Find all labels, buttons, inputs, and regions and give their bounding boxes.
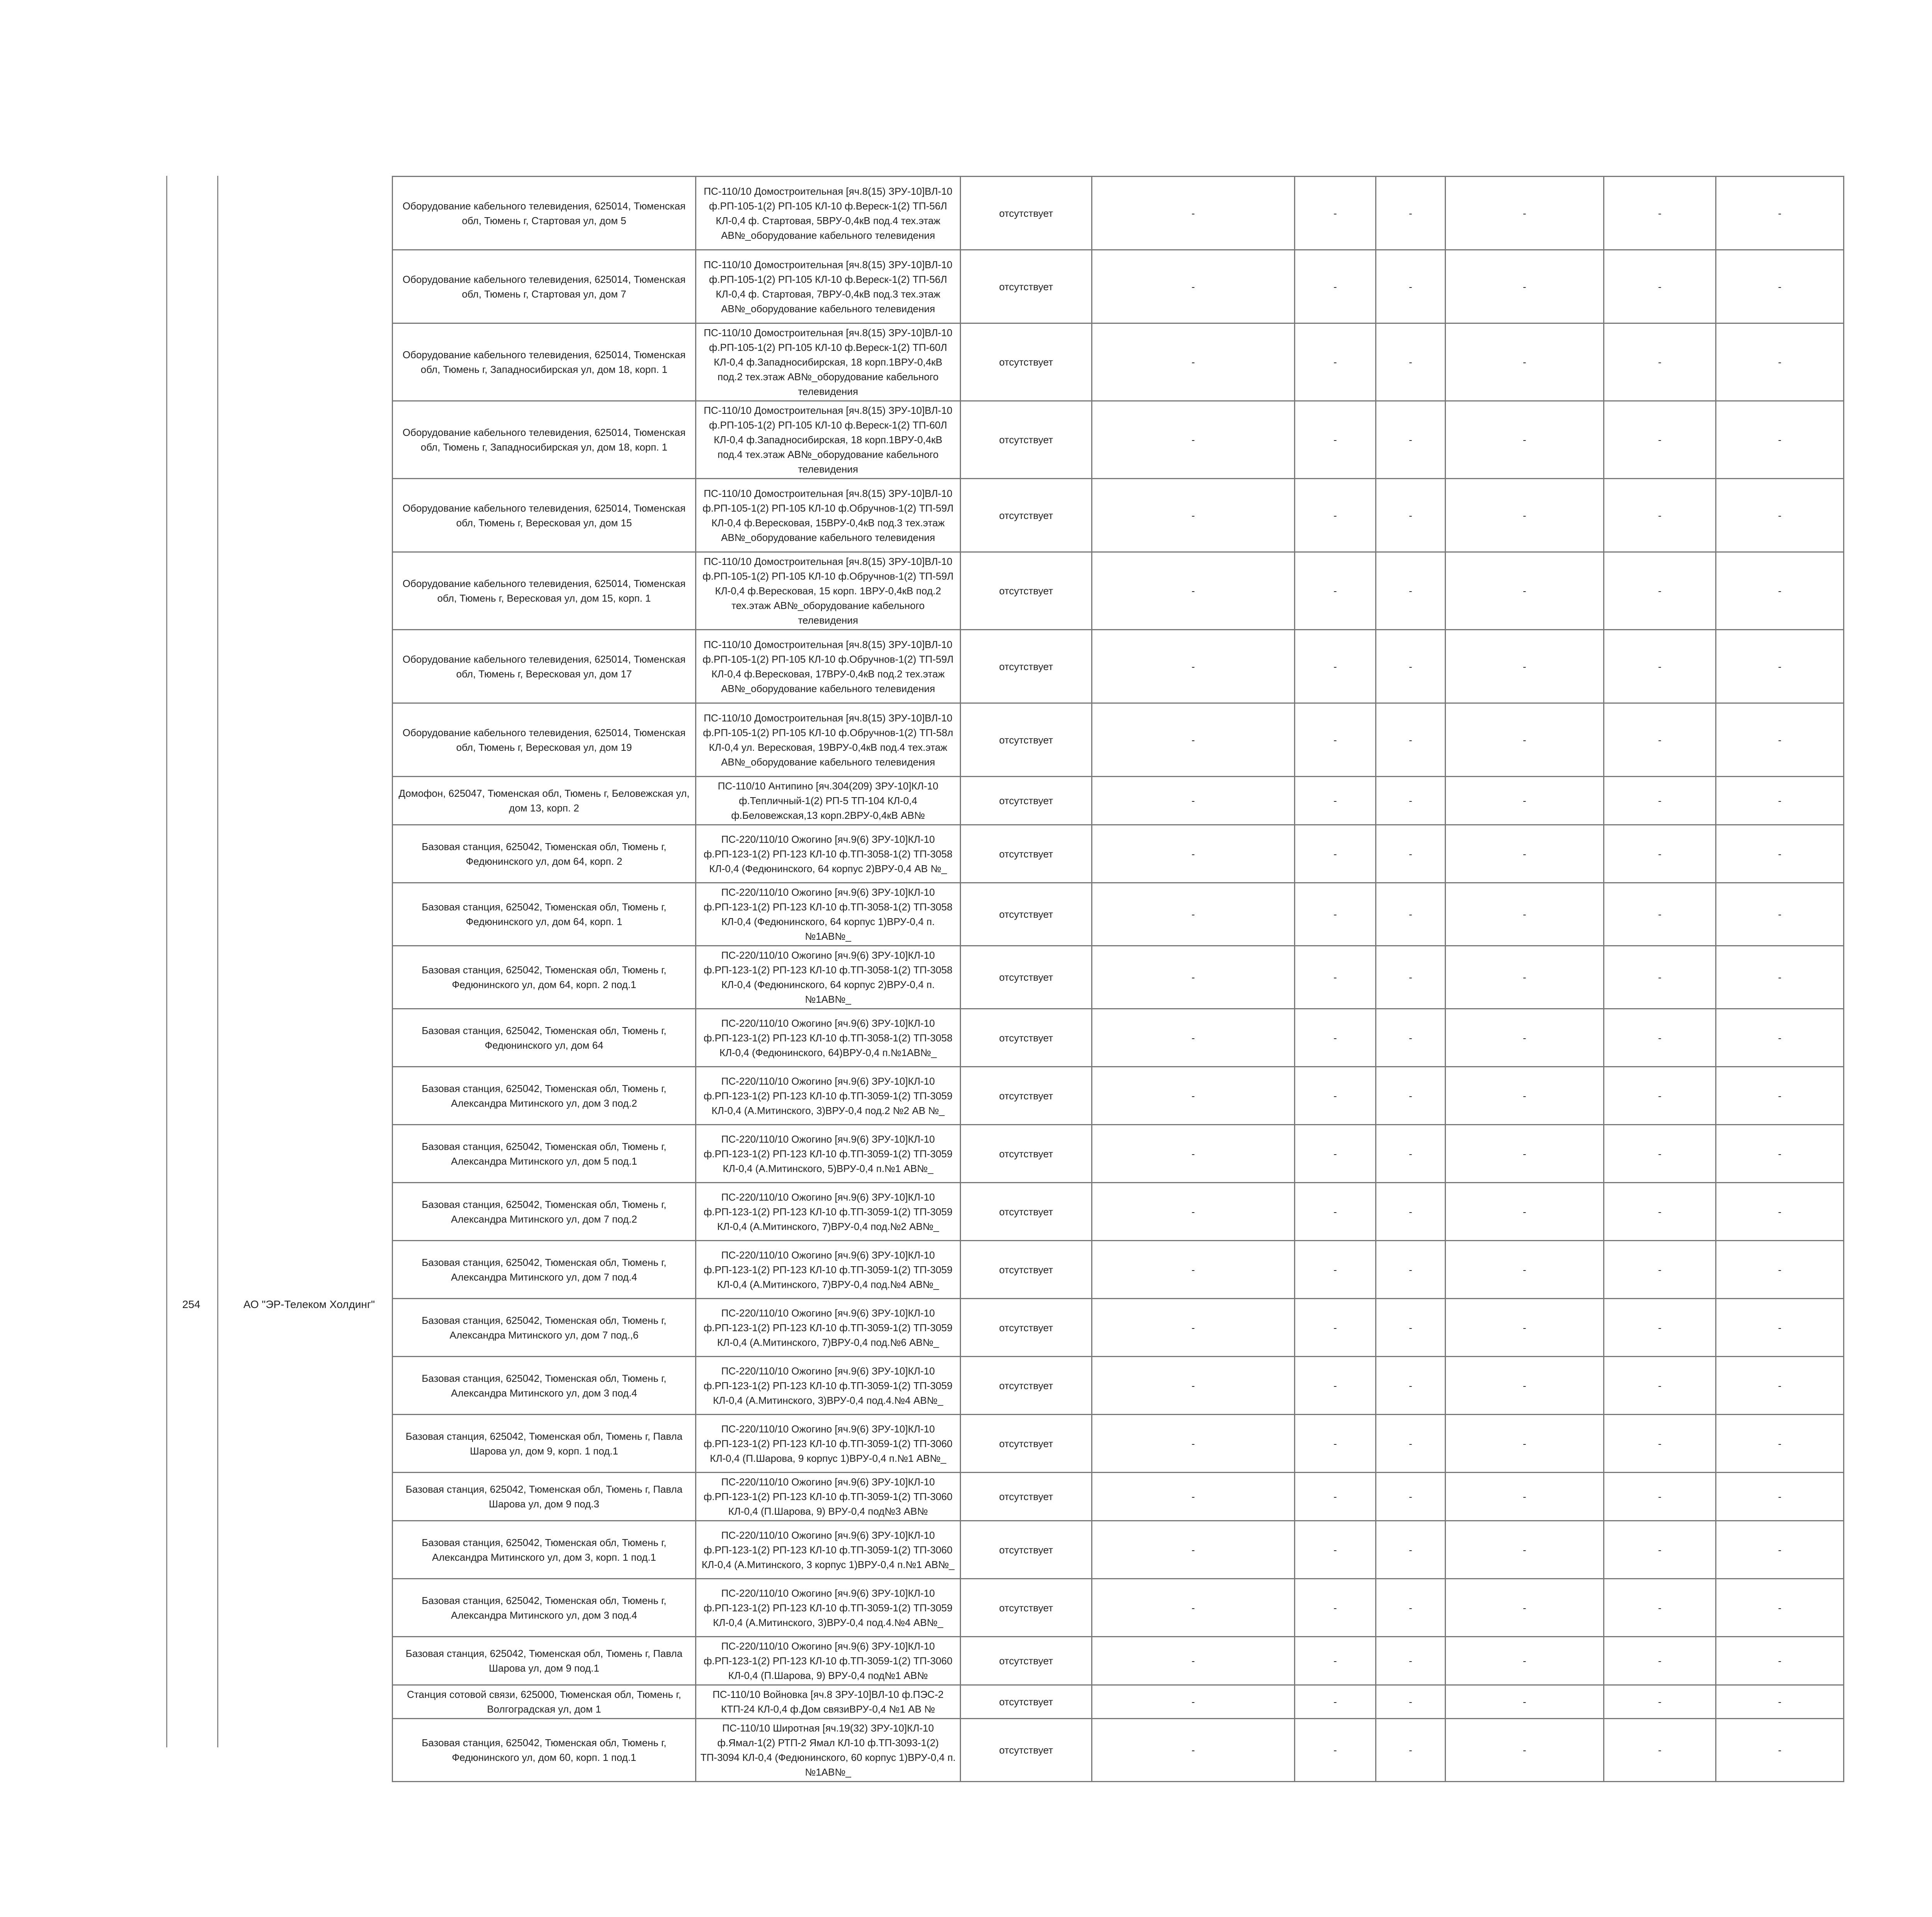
- table-row: [393, 1521, 1844, 1579]
- dash-cell: -: [1604, 1183, 1716, 1241]
- dash-cell: -: [1716, 1241, 1844, 1299]
- dash-cell: -: [1604, 177, 1716, 250]
- dash-cell: -: [1446, 630, 1604, 703]
- table-row: [393, 1241, 1844, 1299]
- supply-scheme-cell: ПС-220/110/10 Ожогино [яч.9(6) ЗРУ-10]КЛ-10 ф.РП-123-1(2) РП-123 КЛ-10 ф.ТП-3058-1(2) ТП-3058 КЛ-0,4 (Федюнинского, 64 корпус 2)ВРУ-0,4 АВ №_: [696, 825, 961, 883]
- dash-cell: -: [1295, 323, 1376, 401]
- dash-cell: -: [1604, 1521, 1716, 1579]
- status-cell: отсутствует: [961, 1357, 1092, 1415]
- dash-cell: -: [1092, 552, 1295, 630]
- dash-cell: -: [1446, 552, 1604, 630]
- table-row: [393, 883, 1844, 946]
- dash-cell: -: [1446, 479, 1604, 552]
- dash-cell: -: [1446, 1357, 1604, 1415]
- status-cell: отсутствует: [961, 1299, 1092, 1357]
- table-row: [393, 1125, 1844, 1183]
- supply-scheme-cell: ПС-110/10 Домостроительная [яч.8(15) ЗРУ-10]ВЛ-10 ф.РП-105-1(2) РП-105 КЛ-10 ф.Обручнов-1(2) ТП-59Л КЛ-0,4 ф.Вересковая, 15 корп. 1ВРУ-0,4кВ под.2 тех.этаж АВ№_оборудование кабельного телевидения: [696, 552, 961, 630]
- dash-cell: -: [1446, 777, 1604, 825]
- object-cell: Базовая станция, 625042, Тюменская обл, Тюмень г, Павла Шарова ул, дом 9 под.1: [393, 1637, 696, 1685]
- dash-cell: -: [1604, 401, 1716, 479]
- dash-cell: -: [1716, 703, 1844, 777]
- dash-cell: -: [1376, 1637, 1446, 1685]
- supply-scheme-cell: ПС-220/110/10 Ожогино [яч.9(6) ЗРУ-10]КЛ-10 ф.РП-123-1(2) РП-123 КЛ-10 ф.ТП-3059-1(2) ТП-3059 КЛ-0,4 (А.Митинского, 7)ВРУ-0,4 под.№4 АВ№_: [696, 1241, 961, 1299]
- object-cell: Базовая станция, 625042, Тюменская обл, Тюмень г, Александра Митинского ул, дом 7 под.,6: [393, 1299, 696, 1357]
- dash-cell: -: [1716, 1473, 1844, 1521]
- dash-cell: -: [1295, 1685, 1376, 1719]
- dash-cell: -: [1716, 883, 1844, 946]
- dash-cell: -: [1716, 1067, 1844, 1125]
- table-body: [393, 177, 1844, 1782]
- status-cell: отсутствует: [961, 479, 1092, 552]
- dash-cell: -: [1446, 1241, 1604, 1299]
- dash-cell: -: [1446, 1415, 1604, 1473]
- dash-cell: -: [1092, 1183, 1295, 1241]
- supply-scheme-cell: ПС-220/110/10 Ожогино [яч.9(6) ЗРУ-10]КЛ-10 ф.РП-123-1(2) РП-123 КЛ-10 ф.ТП-3059-1(2) ТП-3060 КЛ-0,4 (А.Митинского, 3 корпус 1)ВРУ-0,4 п.№1 АВ№_: [696, 1521, 961, 1579]
- status-cell: отсутствует: [961, 323, 1092, 401]
- status-cell: отсутствует: [961, 250, 1092, 323]
- dash-cell: -: [1092, 479, 1295, 552]
- table-row: [393, 703, 1844, 777]
- dash-cell: -: [1376, 250, 1446, 323]
- table-row: [393, 825, 1844, 883]
- dash-cell: -: [1604, 1357, 1716, 1415]
- dash-cell: -: [1376, 946, 1446, 1009]
- dash-cell: -: [1295, 1241, 1376, 1299]
- table-row: [393, 777, 1844, 825]
- dash-cell: -: [1092, 1719, 1295, 1782]
- dash-cell: -: [1295, 946, 1376, 1009]
- dash-cell: -: [1295, 401, 1376, 479]
- dash-cell: -: [1376, 1473, 1446, 1521]
- dash-cell: -: [1295, 1009, 1376, 1067]
- object-cell: Базовая станция, 625042, Тюменская обл, Тюмень г, Павла Шарова ул, дом 9 под.3: [393, 1473, 696, 1521]
- dash-cell: -: [1716, 1415, 1844, 1473]
- dash-cell: -: [1604, 1067, 1716, 1125]
- dash-cell: -: [1446, 1009, 1604, 1067]
- status-cell: отсутствует: [961, 401, 1092, 479]
- dash-cell: -: [1604, 250, 1716, 323]
- object-cell: Оборудование кабельного телевидения, 625014, Тюменская обл, Тюмень г, Вересковая ул, дом 15: [393, 479, 696, 552]
- dash-cell: -: [1092, 703, 1295, 777]
- dash-cell: -: [1716, 250, 1844, 323]
- supply-scheme-cell: ПС-220/110/10 Ожогино [яч.9(6) ЗРУ-10]КЛ-10 ф.РП-123-1(2) РП-123 КЛ-10 ф.ТП-3059-1(2) ТП-3059 КЛ-0,4 (А.Митинского, 3)ВРУ-0,4 под.2 №2 АВ №_: [696, 1067, 961, 1125]
- status-cell: отсутствует: [961, 1183, 1092, 1241]
- dash-cell: -: [1092, 883, 1295, 946]
- table-row: [393, 1183, 1844, 1241]
- object-cell: Оборудование кабельного телевидения, 625014, Тюменская обл, Тюмень г, Западносибирская ул, дом 18, корп. 1: [393, 323, 696, 401]
- object-cell: Станция сотовой связи, 625000, Тюменская обл, Тюмень г, Волгоградская ул, дом 1: [393, 1685, 696, 1719]
- dash-cell: -: [1295, 250, 1376, 323]
- table-row: [393, 630, 1844, 703]
- status-cell: отсутствует: [961, 1685, 1092, 1719]
- dash-cell: -: [1716, 401, 1844, 479]
- dash-cell: -: [1295, 1067, 1376, 1125]
- supply-scheme-cell: ПС-220/110/10 Ожогино [яч.9(6) ЗРУ-10]КЛ-10 ф.РП-123-1(2) РП-123 КЛ-10 ф.ТП-3059-1(2) ТП-3059 КЛ-0,4 (А.Митинского, 3)ВРУ-0,4 под.4.№4 АВ№_: [696, 1579, 961, 1637]
- object-cell: Базовая станция, 625042, Тюменская обл, Тюмень г, Федюнинского ул, дом 64, корп. 2: [393, 825, 696, 883]
- organization-name: АО "ЭР-Телеком Холдинг": [243, 1298, 375, 1310]
- table-row: [393, 1299, 1844, 1357]
- dash-cell: -: [1092, 177, 1295, 250]
- dash-cell: -: [1295, 1579, 1376, 1637]
- dash-cell: -: [1092, 401, 1295, 479]
- dash-cell: -: [1295, 177, 1376, 250]
- status-cell: отсутствует: [961, 630, 1092, 703]
- table-row: [393, 250, 1844, 323]
- object-cell: Оборудование кабельного телевидения, 625014, Тюменская обл, Тюмень г, Западносибирская ул, дом 18, корп. 1: [393, 401, 696, 479]
- dash-cell: -: [1376, 479, 1446, 552]
- dash-cell: -: [1295, 1299, 1376, 1357]
- dash-cell: -: [1446, 1579, 1604, 1637]
- object-cell: Базовая станция, 625042, Тюменская обл, Тюмень г, Павла Шарова ул, дом 9, корп. 1 под.1: [393, 1415, 696, 1473]
- dash-cell: -: [1376, 1685, 1446, 1719]
- dash-cell: -: [1376, 1067, 1446, 1125]
- object-cell: Оборудование кабельного телевидения, 625014, Тюменская обл, Тюмень г, Вересковая ул, дом 17: [393, 630, 696, 703]
- supply-scheme-cell: ПС-220/110/10 Ожогино [яч.9(6) ЗРУ-10]КЛ-10 ф.РП-123-1(2) РП-123 КЛ-10 ф.ТП-3059-1(2) ТП-3060 КЛ-0,4 (П.Шарова, 9) ВРУ-0,4 под№1 АВ№: [696, 1637, 961, 1685]
- status-cell: отсутствует: [961, 703, 1092, 777]
- supply-scheme-cell: ПС-110/10 Домостроительная [яч.8(15) ЗРУ-10]ВЛ-10 ф.РП-105-1(2) РП-105 КЛ-10 ф.Вереск-1(2) ТП-60Л КЛ-0,4 ф.Западносибирская, 18 корп.1ВРУ-0,4кВ под.2 тех.этаж АВ№_оборудование кабельного телевидения: [696, 323, 961, 401]
- table-row: [393, 177, 1844, 250]
- supply-scheme-cell: ПС-220/110/10 Ожогино [яч.9(6) ЗРУ-10]КЛ-10 ф.РП-123-1(2) РП-123 КЛ-10 ф.ТП-3059-1(2) ТП-3059 КЛ-0,4 (А.Митинского, 5)ВРУ-0,4 п.№1 АВ№_: [696, 1125, 961, 1183]
- dash-cell: -: [1295, 1637, 1376, 1685]
- dash-cell: -: [1295, 777, 1376, 825]
- object-cell: Базовая станция, 625042, Тюменская обл, Тюмень г, Федюнинского ул, дом 64, корп. 2 под.1: [393, 946, 696, 1009]
- dash-cell: -: [1295, 1357, 1376, 1415]
- dash-cell: -: [1446, 703, 1604, 777]
- status-cell: отсутствует: [961, 1473, 1092, 1521]
- object-cell: Базовая станция, 625042, Тюменская обл, Тюмень г, Федюнинского ул, дом 60, корп. 1 под.1: [393, 1719, 696, 1782]
- dash-cell: -: [1092, 1415, 1295, 1473]
- dash-cell: -: [1716, 1357, 1844, 1415]
- table-row: [393, 1009, 1844, 1067]
- dash-cell: -: [1604, 479, 1716, 552]
- table-row: [393, 401, 1844, 479]
- dash-cell: -: [1295, 703, 1376, 777]
- dash-cell: -: [1295, 1473, 1376, 1521]
- table-row: [393, 323, 1844, 401]
- dash-cell: -: [1295, 1183, 1376, 1241]
- dash-cell: -: [1716, 177, 1844, 250]
- dash-cell: -: [1446, 1521, 1604, 1579]
- status-cell: отсутствует: [961, 1125, 1092, 1183]
- table-row: [393, 1473, 1844, 1521]
- table-row: [393, 479, 1844, 552]
- data-table: [392, 176, 1844, 1782]
- status-cell: отсутствует: [961, 883, 1092, 946]
- dash-cell: -: [1716, 479, 1844, 552]
- dash-cell: -: [1295, 552, 1376, 630]
- dash-cell: -: [1376, 1183, 1446, 1241]
- dash-cell: -: [1092, 777, 1295, 825]
- status-cell: отсутствует: [961, 825, 1092, 883]
- object-cell: Оборудование кабельного телевидения, 625014, Тюменская обл, Тюмень г, Стартовая ул, дом 7: [393, 250, 696, 323]
- status-cell: отсутствует: [961, 1719, 1092, 1782]
- dash-cell: -: [1295, 1719, 1376, 1782]
- dash-cell: -: [1446, 1125, 1604, 1183]
- dash-cell: -: [1092, 1521, 1295, 1579]
- object-cell: Базовая станция, 625042, Тюменская обл, Тюмень г, Александра Митинского ул, дом 3 под.4: [393, 1579, 696, 1637]
- object-cell: Базовая станция, 625042, Тюменская обл, Тюмень г, Александра Митинского ул, дом 3 под.2: [393, 1067, 696, 1125]
- status-cell: отсутствует: [961, 1067, 1092, 1125]
- dash-cell: -: [1604, 883, 1716, 946]
- dash-cell: -: [1716, 630, 1844, 703]
- table-row: [393, 1357, 1844, 1415]
- dash-cell: -: [1376, 1125, 1446, 1183]
- status-cell: отсутствует: [961, 1579, 1092, 1637]
- dash-cell: -: [1716, 552, 1844, 630]
- supply-scheme-cell: ПС-110/10 Домостроительная [яч.8(15) ЗРУ-10]ВЛ-10 ф.РП-105-1(2) РП-105 КЛ-10 ф.Обручнов-1(2) ТП-59Л КЛ-0,4 ф.Вересковая, 15ВРУ-0,4кВ под.3 тех.этаж АВ№_оборудование кабельного телевидения: [696, 479, 961, 552]
- dash-cell: -: [1446, 401, 1604, 479]
- dash-cell: -: [1376, 883, 1446, 946]
- dash-cell: -: [1376, 1521, 1446, 1579]
- supply-scheme-cell: ПС-220/110/10 Ожогино [яч.9(6) ЗРУ-10]КЛ-10 ф.РП-123-1(2) РП-123 КЛ-10 ф.ТП-3059-1(2) ТП-3059 КЛ-0,4 (А.Митинского, 7)ВРУ-0,4 под.№6 АВ№_: [696, 1299, 961, 1357]
- dash-cell: -: [1092, 1299, 1295, 1357]
- dash-cell: -: [1604, 1415, 1716, 1473]
- dash-cell: -: [1295, 825, 1376, 883]
- dash-cell: -: [1716, 1719, 1844, 1782]
- table-row: [393, 1637, 1844, 1685]
- status-cell: отсутствует: [961, 177, 1092, 250]
- dash-cell: -: [1092, 250, 1295, 323]
- object-cell: Базовая станция, 625042, Тюменская обл, Тюмень г, Федюнинского ул, дом 64: [393, 1009, 696, 1067]
- dash-cell: -: [1376, 401, 1446, 479]
- dash-cell: -: [1295, 479, 1376, 552]
- dash-cell: -: [1716, 825, 1844, 883]
- dash-cell: -: [1604, 1685, 1716, 1719]
- dash-cell: -: [1446, 177, 1604, 250]
- dash-cell: -: [1446, 1719, 1604, 1782]
- dash-cell: -: [1604, 1125, 1716, 1183]
- supply-scheme-cell: ПС-110/10 Домостроительная [яч.8(15) ЗРУ-10]ВЛ-10 ф.РП-105-1(2) РП-105 КЛ-10 ф.Вереск-1(2) ТП-56Л КЛ-0,4 ф. Стартовая, 7ВРУ-0,4кВ под.3 тех.этаж АВ№_оборудование кабельного телевидения: [696, 250, 961, 323]
- dash-cell: -: [1446, 946, 1604, 1009]
- dash-cell: -: [1376, 630, 1446, 703]
- supply-scheme-cell: ПС-110/10 Домостроительная [яч.8(15) ЗРУ-10]ВЛ-10 ф.РП-105-1(2) РП-105 КЛ-10 ф.Обручнов-1(2) ТП-59Л КЛ-0,4 ф.Вересковая, 17ВРУ-0,4кВ под.2 тех.этаж АВ№_оборудование кабельного телевидения: [696, 630, 961, 703]
- dash-cell: -: [1716, 1521, 1844, 1579]
- dash-cell: -: [1092, 1579, 1295, 1637]
- dash-cell: -: [1376, 323, 1446, 401]
- dash-cell: -: [1446, 250, 1604, 323]
- supply-scheme-cell: ПС-220/110/10 Ожогино [яч.9(6) ЗРУ-10]КЛ-10 ф.РП-123-1(2) РП-123 КЛ-10 ф.ТП-3058-1(2) ТП-3058 КЛ-0,4 (Федюнинского, 64 корпус 2)ВРУ-0,4 п.№1АВ№_: [696, 946, 961, 1009]
- dash-cell: -: [1446, 323, 1604, 401]
- dash-cell: -: [1376, 825, 1446, 883]
- table-row: [393, 1415, 1844, 1473]
- dash-cell: -: [1092, 1241, 1295, 1299]
- dash-cell: -: [1446, 1685, 1604, 1719]
- dash-cell: -: [1092, 1009, 1295, 1067]
- status-cell: отсутствует: [961, 946, 1092, 1009]
- dash-cell: -: [1604, 825, 1716, 883]
- dash-cell: -: [1446, 1299, 1604, 1357]
- object-cell: Базовая станция, 625042, Тюменская обл, Тюмень г, Александра Митинского ул, дом 3 под.4: [393, 1357, 696, 1415]
- dash-cell: -: [1376, 1009, 1446, 1067]
- dash-cell: -: [1446, 825, 1604, 883]
- object-cell: Домофон, 625047, Тюменская обл, Тюмень г, Беловежская ул, дом 13, корп. 2: [393, 777, 696, 825]
- dash-cell: -: [1376, 1579, 1446, 1637]
- object-cell: Оборудование кабельного телевидения, 625014, Тюменская обл, Тюмень г, Стартовая ул, дом 5: [393, 177, 696, 250]
- dash-cell: -: [1716, 946, 1844, 1009]
- object-cell: Базовая станция, 625042, Тюменская обл, Тюмень г, Александра Митинского ул, дом 7 под.4: [393, 1241, 696, 1299]
- dash-cell: -: [1376, 1299, 1446, 1357]
- dash-cell: -: [1604, 630, 1716, 703]
- dash-cell: -: [1604, 1299, 1716, 1357]
- dash-cell: -: [1604, 946, 1716, 1009]
- object-cell: Базовая станция, 625042, Тюменская обл, Тюмень г, Александра Митинского ул, дом 7 под.2: [393, 1183, 696, 1241]
- supply-scheme-cell: ПС-220/110/10 Ожогино [яч.9(6) ЗРУ-10]КЛ-10 ф.РП-123-1(2) РП-123 КЛ-10 ф.ТП-3059-1(2) ТП-3059 КЛ-0,4 (А.Митинского, 3)ВРУ-0,4 под.4.№4 АВ№_: [696, 1357, 961, 1415]
- dash-cell: -: [1295, 630, 1376, 703]
- dash-cell: -: [1092, 825, 1295, 883]
- status-cell: отсутствует: [961, 1521, 1092, 1579]
- table-row: [393, 946, 1844, 1009]
- table-row: [393, 1579, 1844, 1637]
- table-row: [393, 552, 1844, 630]
- dash-cell: -: [1446, 1067, 1604, 1125]
- dash-cell: -: [1604, 777, 1716, 825]
- dash-cell: -: [1092, 1357, 1295, 1415]
- dash-cell: -: [1716, 1183, 1844, 1241]
- dash-cell: -: [1092, 1067, 1295, 1125]
- status-cell: отсутствует: [961, 1241, 1092, 1299]
- table-row: [393, 1719, 1844, 1782]
- dash-cell: -: [1295, 1415, 1376, 1473]
- object-cell: Оборудование кабельного телевидения, 625014, Тюменская обл, Тюмень г, Вересковая ул, дом 19: [393, 703, 696, 777]
- dash-cell: -: [1604, 552, 1716, 630]
- dash-cell: -: [1716, 1299, 1844, 1357]
- object-cell: Базовая станция, 625042, Тюменская обл, Тюмень г, Александра Митинского ул, дом 3, корп. 1 под.1: [393, 1521, 696, 1579]
- dash-cell: -: [1295, 883, 1376, 946]
- dash-cell: -: [1604, 703, 1716, 777]
- dash-cell: -: [1376, 703, 1446, 777]
- dash-cell: -: [1092, 630, 1295, 703]
- object-cell: Базовая станция, 625042, Тюменская обл, Тюмень г, Александра Митинского ул, дом 5 под.1: [393, 1125, 696, 1183]
- dash-cell: -: [1446, 1183, 1604, 1241]
- dash-cell: -: [1376, 552, 1446, 630]
- status-cell: отсутствует: [961, 1637, 1092, 1685]
- dash-cell: -: [1376, 1719, 1446, 1782]
- table-row: [393, 1067, 1844, 1125]
- dash-cell: -: [1376, 177, 1446, 250]
- dash-cell: -: [1092, 1685, 1295, 1719]
- dash-cell: -: [1092, 1473, 1295, 1521]
- dash-cell: -: [1446, 1637, 1604, 1685]
- supply-scheme-cell: ПС-220/110/10 Ожогино [яч.9(6) ЗРУ-10]КЛ-10 ф.РП-123-1(2) РП-123 КЛ-10 ф.ТП-3058-1(2) ТП-3058 КЛ-0,4 (Федюнинского, 64 корпус 1)ВРУ-0,4 п.№1АВ№_: [696, 883, 961, 946]
- supply-scheme-cell: ПС-110/10 Домостроительная [яч.8(15) ЗРУ-10]ВЛ-10 ф.РП-105-1(2) РП-105 КЛ-10 ф.Вереск-1(2) ТП-60Л КЛ-0,4 ф.Западносибирская, 18 корп.1ВРУ-0,4кВ под.4 тех.этаж АВ№_оборудование кабельного телевидения: [696, 401, 961, 479]
- dash-cell: -: [1716, 1637, 1844, 1685]
- left-border-line-1: [166, 176, 167, 1747]
- dash-cell: -: [1604, 323, 1716, 401]
- supply-scheme-cell: ПС-220/110/10 Ожогино [яч.9(6) ЗРУ-10]КЛ-10 ф.РП-123-1(2) РП-123 КЛ-10 ф.ТП-3059-1(2) ТП-3059 КЛ-0,4 (А.Митинского, 7)ВРУ-0,4 под.№2 АВ№_: [696, 1183, 961, 1241]
- dash-cell: -: [1092, 1637, 1295, 1685]
- object-cell: Базовая станция, 625042, Тюменская обл, Тюмень г, Федюнинского ул, дом 64, корп. 1: [393, 883, 696, 946]
- table-row: [393, 1685, 1844, 1719]
- dash-cell: -: [1604, 1579, 1716, 1637]
- status-cell: отсутствует: [961, 1415, 1092, 1473]
- dash-cell: -: [1604, 1637, 1716, 1685]
- dash-cell: -: [1295, 1521, 1376, 1579]
- dash-cell: -: [1716, 777, 1844, 825]
- supply-scheme-cell: ПС-110/10 Домостроительная [яч.8(15) ЗРУ-10]ВЛ-10 ф.РП-105-1(2) РП-105 КЛ-10 ф.Обручнов-1(2) ТП-58л КЛ-0,4 ул. Вересковая, 19ВРУ-0,4кВ под.4 тех.этаж АВ№_оборудование кабельного телевидения: [696, 703, 961, 777]
- supply-scheme-cell: ПС-220/110/10 Ожогино [яч.9(6) ЗРУ-10]КЛ-10 ф.РП-123-1(2) РП-123 КЛ-10 ф.ТП-3059-1(2) ТП-3060 КЛ-0,4 (П.Шарова, 9 корпус 1)ВРУ-0,4 п.№1 АВ№_: [696, 1415, 961, 1473]
- dash-cell: -: [1092, 323, 1295, 401]
- status-cell: отсутствует: [961, 777, 1092, 825]
- dash-cell: -: [1295, 1125, 1376, 1183]
- dash-cell: -: [1716, 1685, 1844, 1719]
- dash-cell: -: [1604, 1473, 1716, 1521]
- status-cell: отсутствует: [961, 1009, 1092, 1067]
- dash-cell: -: [1716, 1579, 1844, 1637]
- dash-cell: -: [1446, 883, 1604, 946]
- supply-scheme-cell: ПС-110/10 Войновка [яч.8 ЗРУ-10]ВЛ-10 ф.ПЭС-2 КТП-24 КЛ-0,4 ф.Дом связиВРУ-0,4 №1 АВ №: [696, 1685, 961, 1719]
- dash-cell: -: [1716, 1009, 1844, 1067]
- dash-cell: -: [1716, 323, 1844, 401]
- dash-cell: -: [1716, 1125, 1844, 1183]
- dash-cell: -: [1376, 777, 1446, 825]
- dash-cell: -: [1604, 1009, 1716, 1067]
- object-cell: Оборудование кабельного телевидения, 625014, Тюменская обл, Тюмень г, Вересковая ул, дом 15, корп. 1: [393, 552, 696, 630]
- status-cell: отсутствует: [961, 552, 1092, 630]
- dash-cell: -: [1092, 946, 1295, 1009]
- dash-cell: -: [1376, 1241, 1446, 1299]
- dash-cell: -: [1376, 1357, 1446, 1415]
- dash-cell: -: [1446, 1473, 1604, 1521]
- supply-scheme-cell: ПС-110/10 Широтная [яч.19(32) ЗРУ-10]КЛ-10 ф.Ямал-1(2) РТП-2 Ямал КЛ-10 ф.ТП-3093-1(2) ТП-3094 КЛ-0,4 (Федюнинского, 60 корпус 1)ВРУ-0,4 п.№1АВ№_: [696, 1719, 961, 1782]
- dash-cell: -: [1376, 1415, 1446, 1473]
- supply-scheme-cell: ПС-110/10 Домостроительная [яч.8(15) ЗРУ-10]ВЛ-10 ф.РП-105-1(2) РП-105 КЛ-10 ф.Вереск-1(2) ТП-56Л КЛ-0,4 ф. Стартовая, 5ВРУ-0,4кВ под.4 тех.этаж АВ№_оборудование кабельного телевидения: [696, 177, 961, 250]
- supply-scheme-cell: ПС-220/110/10 Ожогино [яч.9(6) ЗРУ-10]КЛ-10 ф.РП-123-1(2) РП-123 КЛ-10 ф.ТП-3058-1(2) ТП-3058 КЛ-0,4 (Федюнинского, 64)ВРУ-0,4 п.№1АВ№_: [696, 1009, 961, 1067]
- left-border-line-2: [217, 176, 218, 1747]
- supply-scheme-cell: ПС-220/110/10 Ожогино [яч.9(6) ЗРУ-10]КЛ-10 ф.РП-123-1(2) РП-123 КЛ-10 ф.ТП-3059-1(2) ТП-3060 КЛ-0,4 (П.Шарова, 9) ВРУ-0,4 под№3 АВ№: [696, 1473, 961, 1521]
- dash-cell: -: [1604, 1241, 1716, 1299]
- supply-scheme-cell: ПС-110/10 Антипино [яч.304(209) ЗРУ-10]КЛ-10 ф.Тепличный-1(2) РП-5 ТП-104 КЛ-0,4 ф.Беловежская,13 корп.2ВРУ-0,4кВ АВ№: [696, 777, 961, 825]
- row-number: 254: [182, 1298, 201, 1310]
- dash-cell: -: [1092, 1125, 1295, 1183]
- dash-cell: -: [1604, 1719, 1716, 1782]
